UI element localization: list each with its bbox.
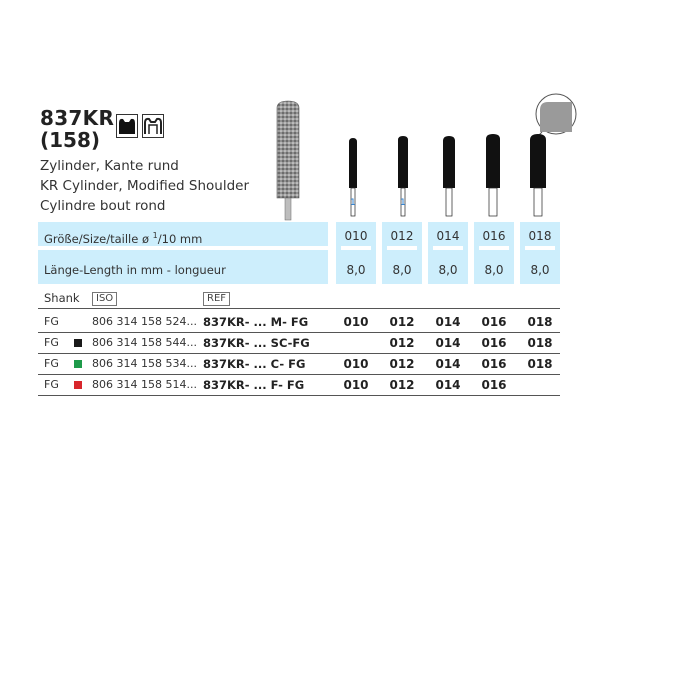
description-fr: Cylindre bout rond	[40, 198, 166, 214]
band-tick	[479, 246, 509, 250]
row-code: 012	[389, 357, 415, 371]
band-tick	[525, 246, 555, 250]
length-value: 8,0	[530, 263, 550, 277]
ref-header: REF	[203, 292, 230, 306]
size-fraction-den: 10 mm	[161, 231, 203, 246]
bur-size-016-icon	[484, 134, 502, 218]
description-de: Zylinder, Kante rund	[40, 158, 179, 174]
shank-mark-010: 1	[350, 198, 356, 208]
size-fraction-num: 1	[152, 231, 158, 240]
color-band-black	[74, 339, 82, 347]
row-code: 016	[481, 378, 507, 392]
row-code: 014	[435, 315, 461, 329]
bur-large-icon	[274, 100, 302, 222]
shank-mark-012: 1	[400, 198, 406, 208]
row-ref: 837KR- ... M- FG	[203, 315, 309, 329]
color-band-red	[74, 381, 82, 389]
row-code: 016	[481, 315, 507, 329]
row-code: 010	[343, 357, 369, 371]
row-code: 012	[389, 315, 415, 329]
color-band-green	[74, 360, 82, 368]
size-value: 012	[390, 229, 414, 243]
size-label: Größe/Size/taille ø $^1$/10 mm	[44, 231, 203, 246]
band-tick	[387, 246, 417, 250]
band-tick	[341, 246, 371, 250]
size-value: 016	[482, 229, 506, 243]
row-rule	[38, 395, 560, 396]
row-rule	[38, 332, 560, 333]
size-value: 010	[344, 229, 368, 243]
row-code: 014	[435, 378, 461, 392]
row-code: 012	[389, 378, 415, 392]
tooth-prep-icon	[142, 114, 164, 138]
rounded-edge-detail-icon	[530, 92, 580, 138]
row-shank: FG	[44, 336, 59, 349]
size-value: 018	[528, 229, 552, 243]
row-code: 010	[343, 378, 369, 392]
row-shank: FG	[44, 378, 59, 391]
size-value: 014	[436, 229, 460, 243]
row-rule	[38, 374, 560, 375]
row-code: 018	[527, 336, 553, 350]
row-code: 018	[527, 357, 553, 371]
row-code: 014	[435, 357, 461, 371]
row-iso: 806 314 158 534...	[92, 357, 197, 370]
row-shank: FG	[44, 357, 59, 370]
length-value: 8,0	[484, 263, 504, 277]
iso-header: ISO	[92, 292, 117, 306]
row-code: 016	[481, 357, 507, 371]
band-tick	[433, 246, 463, 250]
row-iso: 806 314 158 524...	[92, 315, 197, 328]
row-code: 016	[481, 336, 507, 350]
size-label-text: Größe/Size/taille ø	[44, 231, 150, 246]
row-rule	[38, 353, 560, 354]
header-rule	[38, 308, 560, 309]
row-code: 010	[343, 315, 369, 329]
length-value: 8,0	[438, 263, 458, 277]
row-code: 014	[435, 336, 461, 350]
bur-size-018-icon	[528, 134, 548, 218]
shank-header: Shank	[44, 291, 80, 305]
tooth-crown-icon	[116, 114, 138, 138]
row-code: 012	[389, 336, 415, 350]
row-code: 018	[527, 315, 553, 329]
row-iso: 806 314 158 544...	[92, 336, 197, 349]
length-value: 8,0	[392, 263, 412, 277]
row-ref: 837KR- ... SC-FG	[203, 336, 310, 350]
row-ref: 837KR- ... C- FG	[203, 357, 306, 371]
row-shank: FG	[44, 315, 59, 328]
band-divider	[38, 246, 328, 250]
row-iso: 806 314 158 514...	[92, 378, 197, 391]
product-subtitle: (158)	[40, 128, 101, 152]
length-value: 8,0	[346, 263, 366, 277]
row-ref: 837KR- ... F- FG	[203, 378, 305, 392]
bur-size-014-icon	[441, 136, 457, 218]
length-label: Länge-Length in mm - longueur	[44, 263, 226, 277]
product-title: 837KR	[40, 106, 115, 130]
description-en: KR Cylinder, Modified Shoulder	[40, 178, 250, 194]
